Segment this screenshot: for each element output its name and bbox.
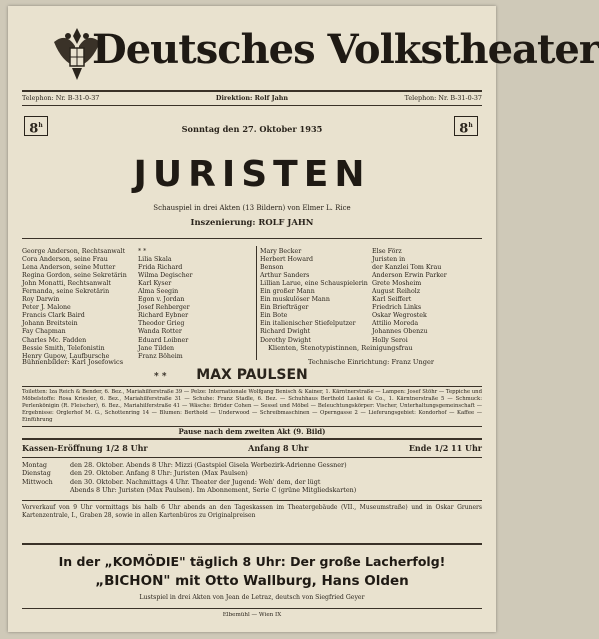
cast-note: Klienten, Stenotypistinnen, Reinigungsfrau [268, 344, 413, 352]
promo-headline: In der „KOMÖDIE" täglich 8 Uhr: Der große Lacherfolg! [58, 554, 446, 569]
header-line [22, 94, 482, 102]
cast-row [22, 288, 250, 296]
cast-actor: Grete Mosheim [372, 280, 422, 288]
cast-actor: Josef Rehberger [138, 304, 190, 312]
cast-actor: Frida Richard [138, 264, 183, 272]
direction-credit: Inszenierung: ROLF JAHN [190, 217, 314, 227]
divider [22, 500, 482, 501]
divider [22, 438, 482, 440]
cast-actor: August Reiholz [372, 288, 421, 296]
end-time: Ende 1/2 11 Uhr [408, 443, 482, 453]
cast-list-right [260, 248, 484, 345]
cast-row [22, 272, 250, 280]
cast-row [260, 256, 484, 264]
cast-actor: Alma Seegin [138, 288, 179, 296]
cast-actor: Holly Seroi [372, 336, 408, 344]
cast-actor: Jane Tilden [138, 344, 175, 352]
schedule-text: den 28. Oktober. Abends 8 Uhr: Mizzi (Gastspiel Gisela Werbezirk-Adrienne Gessner) [70, 461, 347, 469]
cast-role: Ein Bote [260, 312, 288, 320]
promo-play: „BICHON" mit Otto Wallburg, Hans Olden [95, 573, 409, 589]
divider [22, 238, 482, 239]
cast-role: Herbert Howard [260, 256, 313, 264]
featured-stars: * * [154, 372, 167, 382]
cast-row [260, 296, 484, 304]
cast-role: Mary Becker [260, 248, 302, 255]
cast-row [260, 312, 484, 320]
theater-playbill [8, 6, 599, 632]
schedule-text: den 29. Oktober. Anfang 8 Uhr: Juristen (Max Paulsen) [70, 469, 248, 478]
cast-role: Lillian Larue, eine Schauspielerin [260, 280, 368, 288]
cast-actor: Friedrich Links [372, 304, 422, 312]
cast-row [260, 328, 484, 336]
cast-row [22, 264, 250, 272]
cast-row [260, 288, 484, 296]
cast-role: John Monatti, Rechtsanwalt [22, 280, 111, 288]
promo-credit: Lustspiel in drei Akten von Jean de Letraz, deutsch von Siegfried Geyer [139, 594, 365, 601]
cast-actor: Richard Eybner [138, 312, 189, 320]
cast-actor: Karl Kyser [138, 280, 172, 288]
time-badge-left: 8$^h$ [24, 116, 48, 136]
cast-actor: Juristen in [372, 256, 406, 264]
printer-imprint: Elbemühl — Wien IX [222, 612, 282, 618]
divider [22, 457, 482, 458]
schedule-text: den 30. Oktober. Nachmittags 4 Uhr. Theater der Jugend: Weh' dem, der lügt [70, 477, 321, 486]
column-divider [256, 246, 257, 360]
theater-name: Deutsches Volkstheater [92, 26, 599, 73]
schedule-day: Montag [22, 461, 47, 469]
start-time: Anfang 8 Uhr [248, 443, 309, 453]
schedule-day: Dienstag [22, 469, 51, 478]
performance-date: Sonntag den 27. Oktober 1935 [181, 124, 323, 134]
cast-row [22, 328, 250, 336]
cast-role: Ein italienischer Stiefelputzer [260, 320, 356, 328]
cast-row [22, 337, 250, 345]
cast-role: Arthur Sanders [260, 272, 310, 280]
technical-credit: Technische Einrichtung: Franz Unger [308, 358, 435, 366]
schedule-day [22, 486, 70, 494]
cast-role: Henry Gupow, Laufbursche [22, 352, 110, 360]
cast-row [22, 280, 250, 288]
masthead [8, 20, 599, 84]
upcoming-schedule [22, 461, 482, 495]
cast-role: Johann Breitstein [22, 320, 78, 328]
cast-role: Ein Briefträger [260, 304, 309, 312]
box-office-opening: Kassen-Eröffnung 1/2 8 Uhr [22, 443, 148, 453]
schedule-day: Mittwoch [22, 477, 53, 486]
cast-row [22, 248, 250, 256]
intermission-note: Pause nach dem zweiten Akt (9. Bild) [178, 427, 326, 436]
schedule-row [22, 469, 482, 477]
cast-row [22, 345, 250, 353]
time-badge-right: 8$^h$ [454, 116, 478, 136]
divider [22, 608, 482, 609]
cast-row [22, 296, 250, 304]
cast-row [260, 248, 484, 256]
play-title: JURISTEN [133, 154, 371, 195]
divider [22, 543, 482, 545]
telephone-left: Telephon: Nr. B-31-0-37 [22, 94, 100, 102]
stage-design-credit: Bühnenbilder: Karl Josefowics [22, 358, 124, 366]
cast-role: George Anderson, Rechtsanwalt [22, 248, 126, 255]
cast-role: Dorothy Dwight [260, 336, 311, 344]
cast-row [22, 320, 250, 328]
cast-actor: der Kanzlei Tom Krau [372, 264, 442, 272]
cast-row [22, 312, 250, 320]
cast-row [260, 304, 484, 312]
cast-role: Richard Dwight [260, 328, 311, 336]
cast-row [22, 304, 250, 312]
cast-role: Fernanda, seine Sekretärin [22, 288, 110, 296]
cast-row [260, 280, 484, 288]
cast-role: Regina Gordon, seine Sekretärin [22, 272, 127, 280]
cast-actor: Egon v. Jordan [138, 296, 185, 304]
schedule-text: Abends 8 Uhr: Juristen (Max Paulsen). Im Abonnement, Serie C (grüne Mitgliedskarten) [70, 486, 357, 495]
presale-info: Vorverkauf von 9 Uhr vormittags bis halb 6 Uhr abends an den Tageskassen im Theatergebäude (VII., Museumstraße) und in Oskar Gruners Kartenzentrale, I., Graben 28, sowie in allen Kartenbüros zu Originalpreisen [22, 504, 482, 519]
featured-actor: MAX PAULSEN [196, 367, 308, 383]
divider [22, 386, 482, 387]
cast-actor: Else Förz [372, 248, 402, 255]
direction-label: Direktion: Rolf Jahn [215, 94, 289, 102]
cast-role: Ein großer Mann [260, 288, 315, 296]
divider [22, 105, 482, 106]
cast-role: Lena Anderson, seine Mutter [22, 264, 116, 272]
cast-role: Fay Chapman [22, 328, 66, 336]
cast-role: Cora Anderson, seine Frau [22, 256, 108, 264]
cast-role: Charles Mc. Fadden [22, 336, 87, 344]
cast-actor: Karl Seiffert [372, 296, 412, 304]
cast-role: Benson [260, 264, 284, 272]
sponsor-fine-print: Toiletten: Iza Reich & Bender, 6. Bez., Mariahilferstraße 39 — Pelze: Internationale Wolfgang Benisch & Kainer, 1. Kärntnerstraße — Lampen: Josef Stöhr — Teppiche und Möbelstoffe: Rosa Kriesler, 6. Bez., Mariahilferstraße 31 — Schuhe: Franz Stadle, 6. Bez. — Schuhhaus Berthold Laskel & Co., 1. Kärntnerstraße 5 — Schmuck: Perlenkönigin (R. Fleischer), 6. Bez., Mariahilferstraße 41 — Wäsche: Brüder Cohen — Sessel und Möbel — Beleuchtungskörper: Vischer, Unterhaltungsgemeinschaft — Ergebnisse: Orglerhof M. G., Schottenring 14 — Blumen: Berthold — Underwood — Schreibmaschinen — Operngasse 2 — Lieferungsgebiet: Kondorhof — Kaffee — Einführung [22, 389, 482, 423]
schedule-row [22, 486, 482, 494]
times-line [22, 443, 482, 453]
cast-actor: Franz Böheim [138, 352, 183, 360]
schedule-row [22, 461, 482, 469]
telephone-right: Telephon: Nr. B-31-0-37 [404, 94, 482, 102]
cast-actor: Wanda Rotter [138, 328, 182, 336]
cast-actor: * * [138, 248, 147, 255]
cast-actor: Anderson Erwin Parker [372, 272, 447, 280]
cast-actor: Johannes Obenzu [372, 328, 428, 336]
play-subtitle: Schauspiel in drei Akten (13 Bildern) von Elmer L. Rice [153, 204, 351, 212]
cast-row [260, 264, 484, 272]
cast-list-left [22, 248, 250, 361]
schedule-row [22, 478, 482, 486]
cast-actor: Theodor Grieg [138, 320, 185, 328]
cast-role: Francis Clark Baird [22, 312, 85, 320]
cast-row [260, 320, 484, 328]
cast-actor: Wilma Degischer [138, 272, 193, 280]
cast-actor: Eduard Loibner [138, 336, 189, 344]
cast-actor: Attilio Moreda [372, 320, 419, 328]
cast-row [22, 256, 250, 264]
cast-actor: Oskar Wegrostek [372, 312, 427, 320]
cast-role: Roy Darwin [22, 296, 60, 304]
cast-role: Bessie Smith, Telefonistin [22, 344, 105, 352]
divider [22, 90, 482, 92]
cast-role: Peter J. Malone [22, 304, 71, 312]
cast-row [260, 272, 484, 280]
cast-role: Ein muskulöser Mann [260, 296, 330, 304]
cast-actor: Lilia Skala [138, 256, 172, 264]
